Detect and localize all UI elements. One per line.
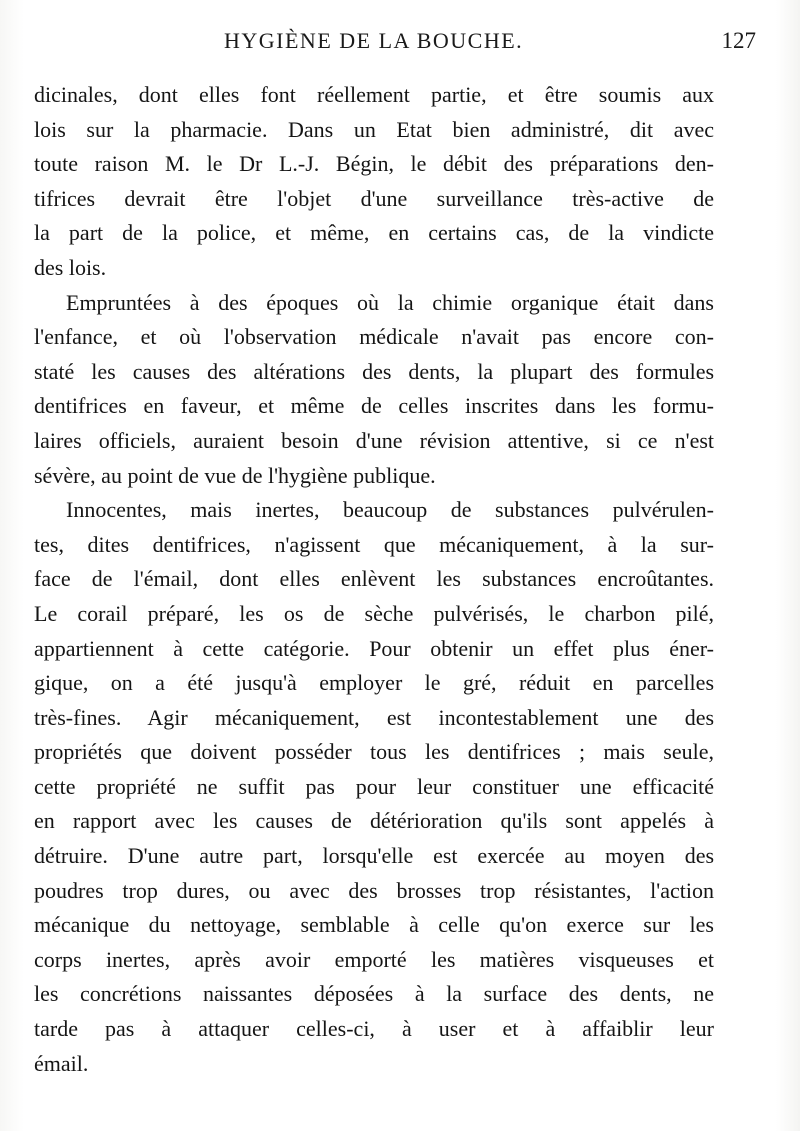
running-title: HYGIÈNE DE LA BOUCHE. <box>224 28 524 53</box>
text-line: poudres trop dures, ou avec des brosses trop résistantes, l'action <box>34 877 714 903</box>
text-line: corps inertes, après avoir emporté les matières visqueuses et <box>34 946 714 972</box>
text-line: laires officiels, auraient besoin d'une révision attentive, si ce n'est <box>34 427 714 453</box>
text-line: des lois. <box>34 254 107 280</box>
text-line: Innocentes, mais inertes, beaucoup de substances pulvérulen- <box>66 497 714 523</box>
text-line: staté les causes des altérations des dents, la plupart des formules <box>34 358 714 384</box>
text-line: sévère, au point de vue de l'hygiène publique. <box>34 462 436 488</box>
text-line: tarde pas à attaquer celles-ci, à user et à affaiblir leur <box>34 1016 714 1042</box>
paragraph-1 <box>34 78 714 286</box>
text-line: gique, on a été jusqu'à employer le gré, réduit en parcelles <box>34 670 714 696</box>
text-line: Empruntées à des époques où la chimie organique était dans <box>66 289 714 315</box>
text-line: propriétés que doivent posséder tous les dentifrices ; mais seule, <box>34 739 714 765</box>
text-line: très-fines. Agir mécaniquement, est incontestablement une des <box>34 704 714 730</box>
text-line: lois sur la pharmacie. Dans un Etat bien administré, dit avec <box>34 116 714 142</box>
page-number: 127 <box>721 28 756 53</box>
text-line: cette propriété ne suffit pas pour leur constituer une efficacité <box>34 773 714 799</box>
paragraph-2 <box>34 286 714 494</box>
text-line: en rapport avec les causes de détérioration qu'ils sont appelés à <box>34 808 714 834</box>
text-line: face de l'émail, dont elles enlèvent les substances encroûtantes. <box>34 566 714 592</box>
text-line: mécanique du nettoyage, semblable à celle qu'on exerce sur les <box>34 912 714 938</box>
body-text <box>34 78 714 1081</box>
text-line: tifrices devrait être l'objet d'une surveillance très-active de <box>34 185 714 211</box>
text-line: détruire. D'une autre part, lorsqu'elle est exercée au moyen des <box>34 843 714 869</box>
text-line: toute raison M. le Dr L.-J. Bégin, le débit des préparations den- <box>34 151 714 177</box>
paragraph-3 <box>34 493 714 1081</box>
text-line: l'enfance, et où l'observation médicale n'avait pas encore con- <box>34 324 714 350</box>
page-header <box>46 28 756 62</box>
text-line: appartiennent à cette catégorie. Pour obtenir un effet plus éner- <box>34 635 714 661</box>
text-line: dentifrices en faveur, et même de celles inscrites dans les formu- <box>34 393 714 419</box>
text-line: la part de la police, et même, en certains cas, de la vindicte <box>34 220 714 246</box>
text-line: tes, dites dentifrices, n'agissent que mécaniquement, à la sur- <box>34 531 714 557</box>
text-line: Le corail préparé, les os de sèche pulvérisés, le charbon pilé, <box>34 600 714 626</box>
text-line: les concrétions naissantes déposées à la surface des dents, ne <box>34 981 714 1007</box>
text-line: émail. <box>34 1050 89 1076</box>
text-line: dicinales, dont elles font réellement partie, et être soumis aux <box>34 82 714 107</box>
